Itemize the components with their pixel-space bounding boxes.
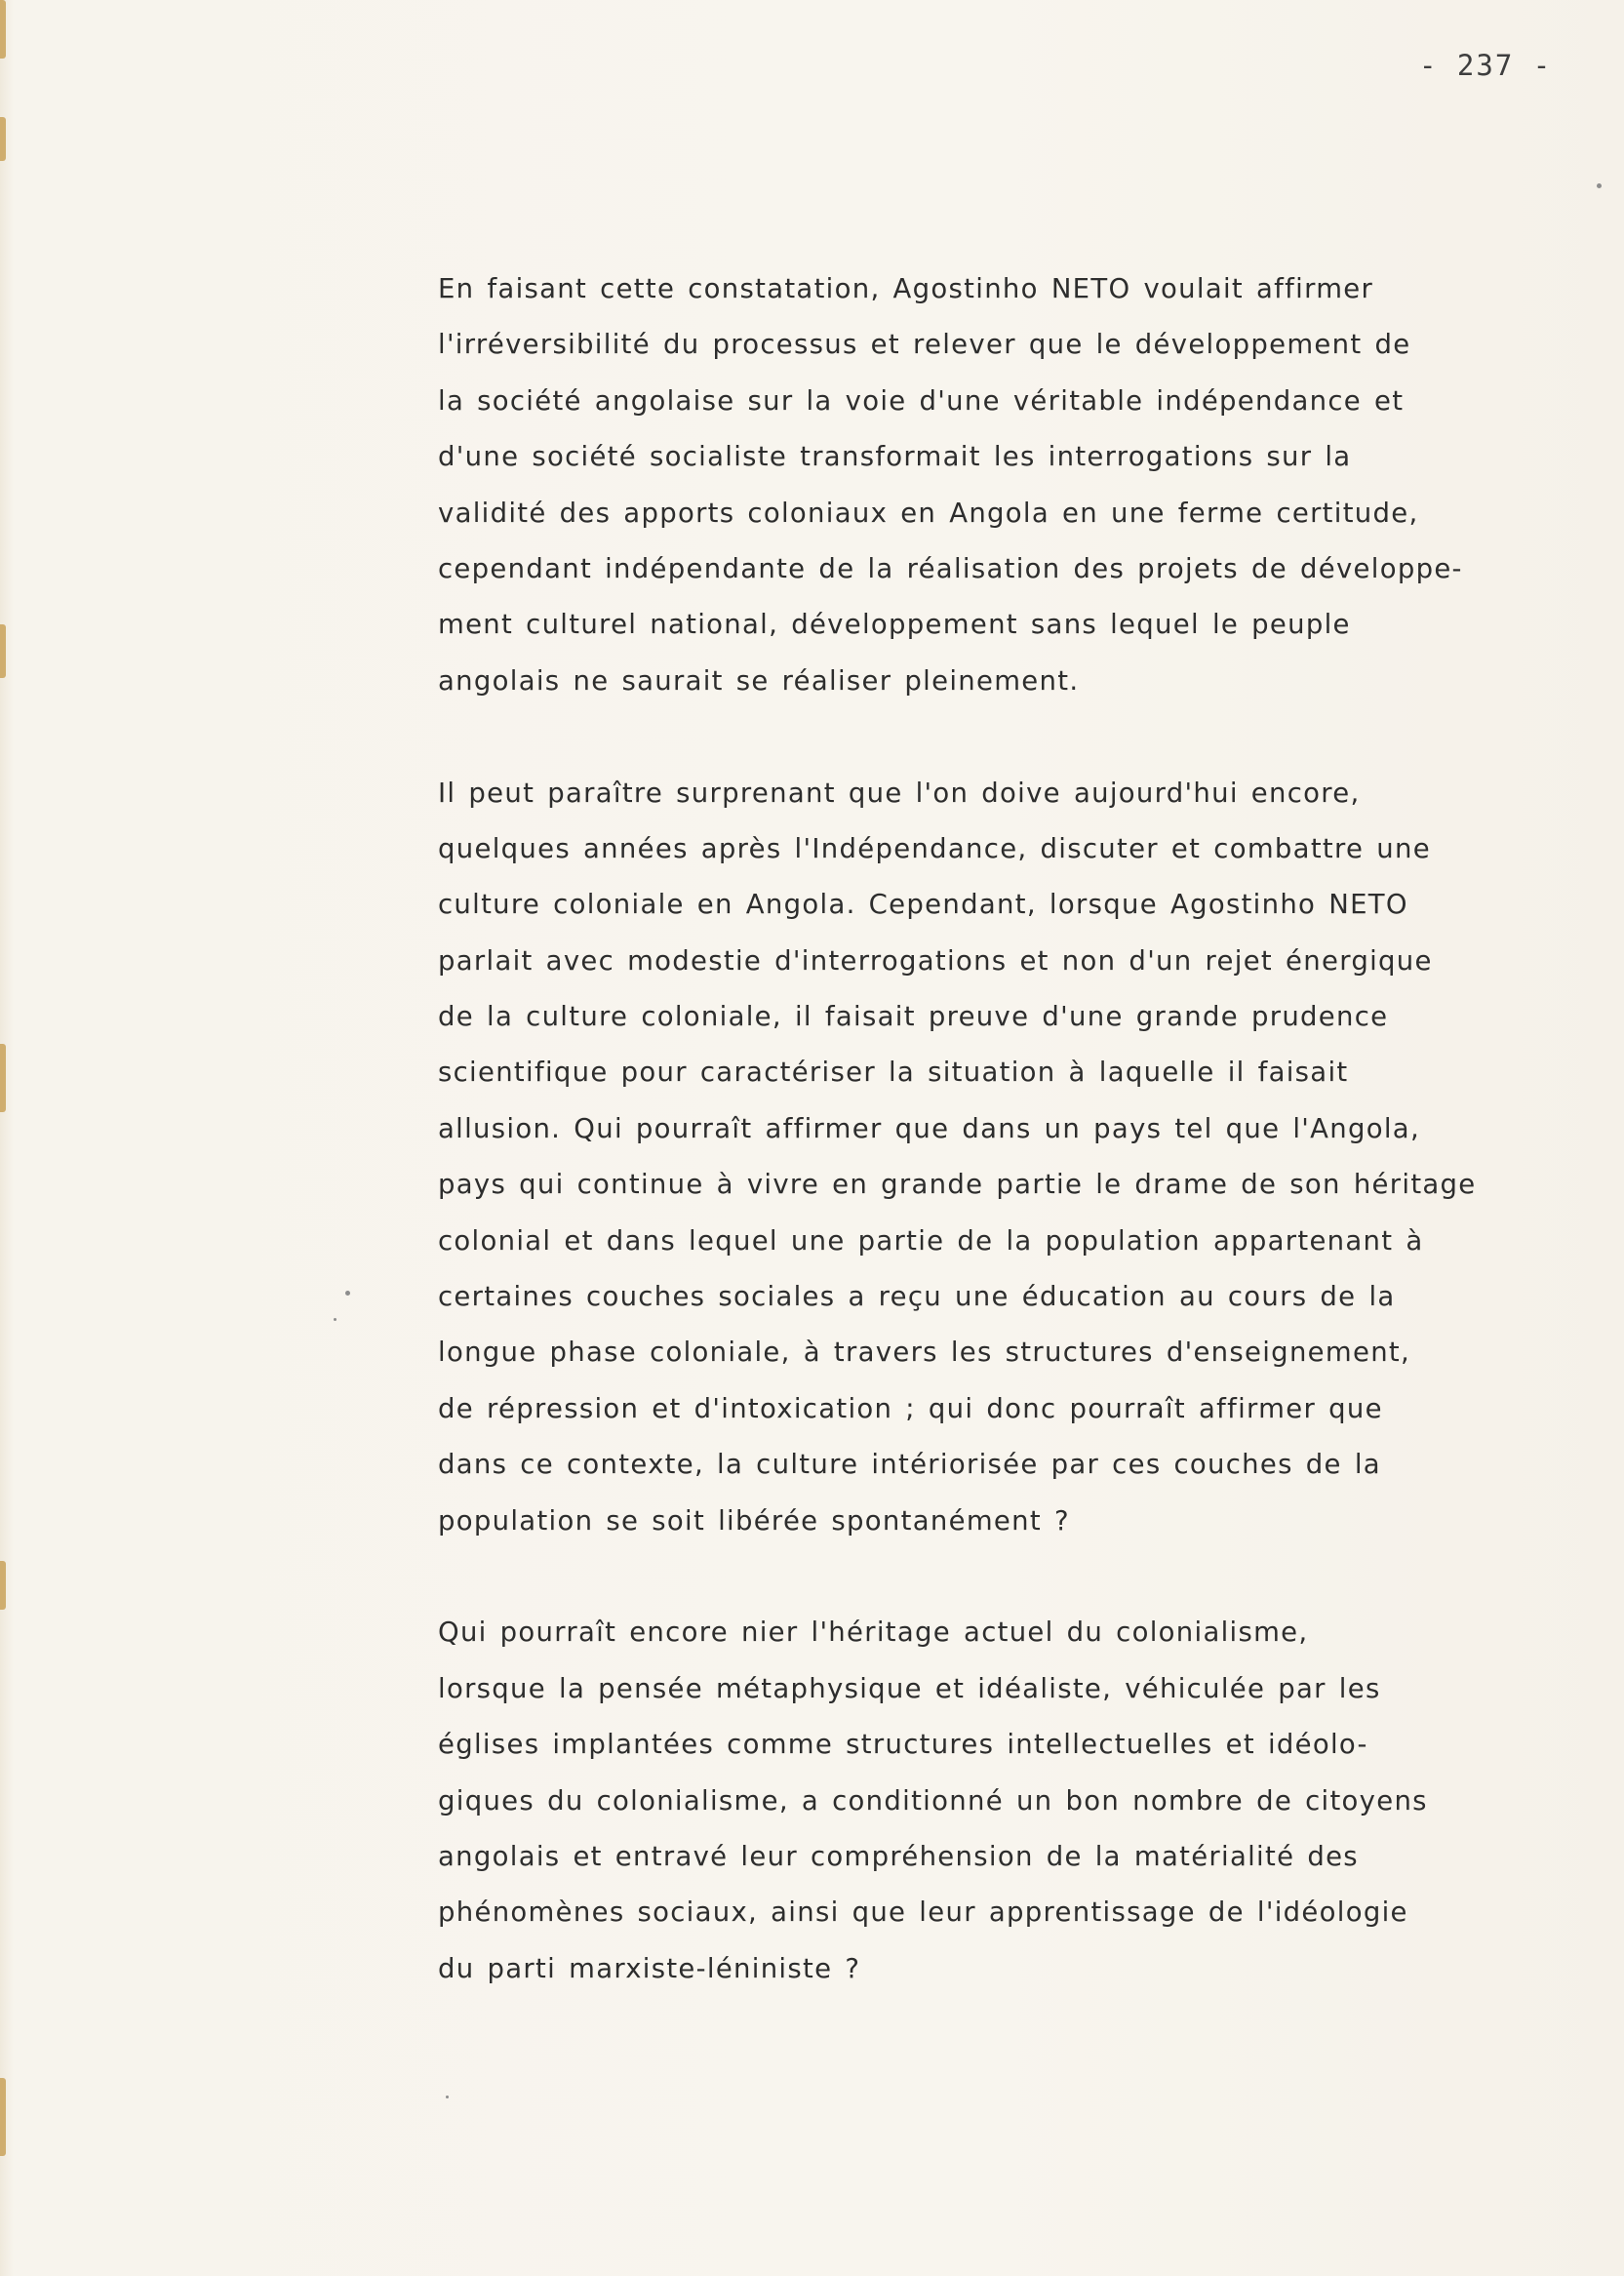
text-line: parlait avec modestie d'interrogations et non d'un rejet énergique	[438, 944, 1433, 977]
text-line: giques du colonialisme, a conditionné un bon nombre de citoyens	[438, 1784, 1428, 1817]
text-line: En faisant cette constatation, Agostinho NETO voulait affirmer	[438, 273, 1374, 304]
scan-speck	[1597, 183, 1602, 188]
text-line: population se soit libérée spontanément ?	[438, 1504, 1070, 1537]
text-line: quelques années après l'Indépendance, discuter et combattre une	[438, 832, 1431, 864]
text-line: du parti marxiste-léniniste ?	[438, 1952, 861, 1984]
text-line: de la culture coloniale, il faisait preuve d'une grande prudence	[438, 1001, 1389, 1033]
text-line: culture coloniale en Angola. Cependant, lorsque Agostinho NETO	[438, 889, 1408, 921]
binding-edge-mark	[0, 1044, 6, 1112]
binding-edge-mark	[0, 0, 6, 59]
text-line: Il peut paraître surprenant que l'on doive aujourd'hui encore,	[438, 777, 1361, 809]
binding-edge-mark	[0, 1561, 6, 1610]
page-number: - 237 -	[1419, 49, 1553, 82]
text-line: certaines couches sociales a reçu une éducation au cours de la	[438, 1281, 1396, 1313]
paragraph	[438, 1605, 1579, 1997]
binding-edge-mark	[0, 624, 6, 678]
body-text	[438, 261, 1579, 1997]
text-line: pays qui continue à vivre en grande partie le drame de son héritage	[438, 1169, 1477, 1201]
text-line: ment culturel national, développement sans lequel le peuple	[438, 609, 1351, 641]
text-line: de répression et d'intoxication ; qui donc pourraît affirmer que	[438, 1392, 1383, 1424]
binding-edge-mark	[0, 2078, 6, 2156]
text-line: lorsque la pensée métaphysique et idéaliste, véhiculée par les	[438, 1672, 1381, 1704]
scan-speck	[446, 2096, 449, 2098]
text-line: allusion. Qui pourraît affirmer que dans un pays tel que l'Angola,	[438, 1112, 1420, 1144]
text-line: phénomènes sociaux, ainsi que leur apprentissage de l'idéologie	[438, 1897, 1408, 1929]
scan-speck	[345, 1291, 350, 1296]
binding-edge-mark	[0, 117, 6, 161]
text-line: la société angolaise sur la voie d'une véritable indépendance et	[438, 384, 1405, 417]
paragraph	[438, 766, 1579, 1549]
paragraph	[438, 261, 1579, 709]
text-line: cependant indépendante de la réalisation des projets de développe-	[438, 552, 1463, 584]
paragraph-gap	[438, 709, 1579, 765]
paragraph-gap	[438, 1549, 1579, 1605]
text-line: dans ce contexte, la culture intériorisée par ces couches de la	[438, 1449, 1381, 1481]
text-line: l'irréversibilité du processus et relever que le développement de	[438, 329, 1411, 361]
text-line: angolais ne saurait se réaliser pleinement.	[438, 664, 1080, 697]
text-line: Qui pourraît encore nier l'héritage actuel du colonialisme,	[438, 1617, 1309, 1649]
text-line: validité des apports coloniaux en Angola en une ferme certitude,	[438, 497, 1419, 529]
scan-speck	[334, 1318, 337, 1321]
text-line: églises implantées comme structures intellectuelles et idéolo-	[438, 1729, 1368, 1761]
text-line: scientifique pour caractériser la situation à laquelle il faisait	[438, 1057, 1349, 1089]
text-line: colonial et dans lequel une partie de la population appartenant à	[438, 1224, 1424, 1257]
text-line: angolais et entravé leur compréhension de la matérialité des	[438, 1840, 1359, 1872]
text-line: longue phase coloniale, à travers les structures d'enseignement,	[438, 1337, 1411, 1369]
text-line: d'une société socialiste transformait les interrogations sur la	[438, 441, 1352, 473]
